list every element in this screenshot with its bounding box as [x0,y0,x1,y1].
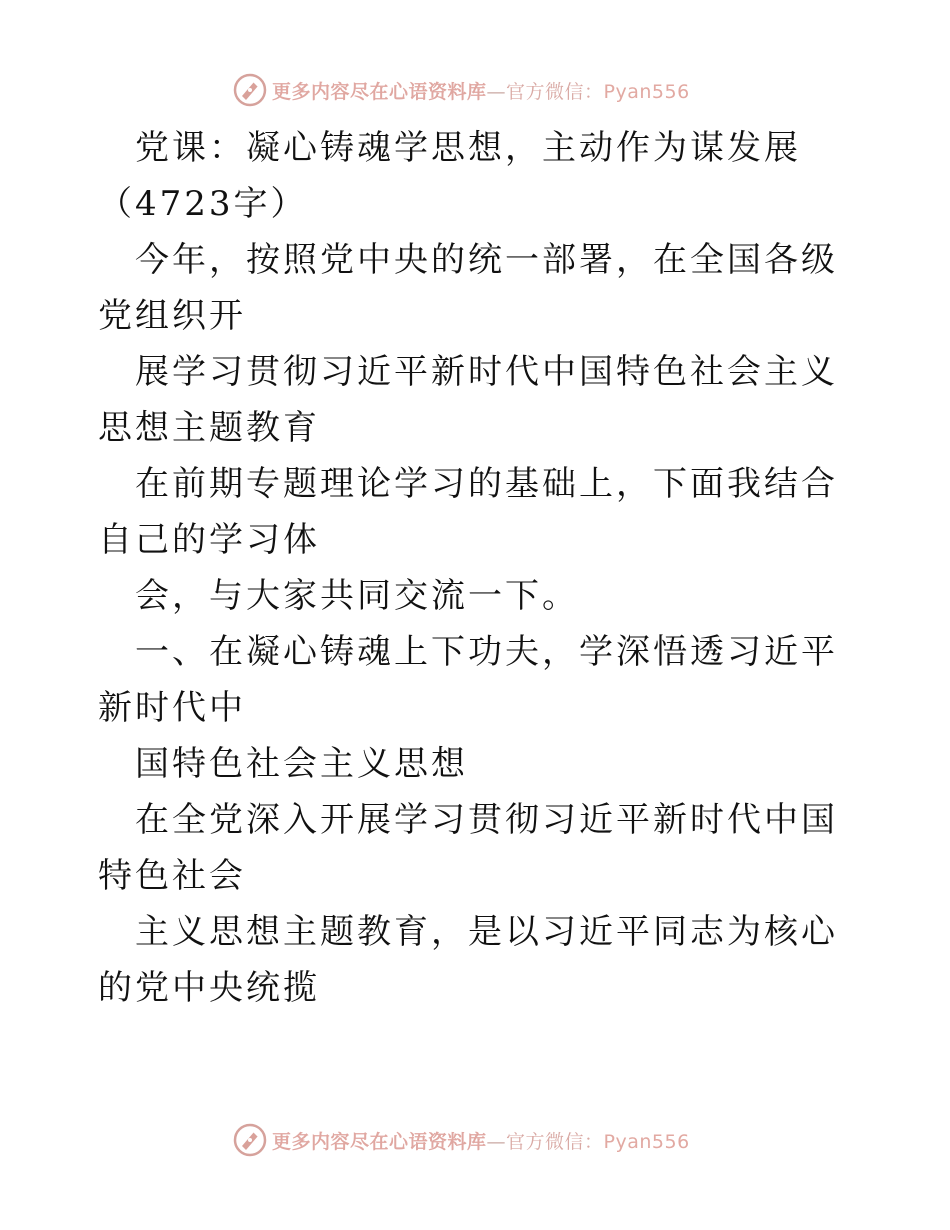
banner-wechat-id: Pyan556 [603,1130,690,1153]
pen-logo-icon [232,1122,268,1158]
paragraph: 会，与大家共同交流一下。 [135,576,579,616]
header-banner-text [272,77,690,104]
banner-wechat-label: 官方微信： [506,1130,604,1153]
paragraph: 在前期专题理论学习的基础上，下面我结合自己的学习体 [98,464,838,560]
paragraph: 展学习贯彻习近平新时代中国特色社会主义思想主题教育 [98,352,838,448]
document-title: 党课：凝心铸魂学思想，主动作为谋发展（4723字） [98,128,801,224]
header-banner [232,70,712,110]
banner-main-text: 更多内容尽在心语资料库 [272,1130,487,1153]
section-heading-continued: 国特色社会主义思想 [135,744,468,784]
banner-separator: — [486,1130,507,1153]
banner-main-text: 更多内容尽在心语资料库 [272,80,487,103]
banner-wechat-id: Pyan556 [603,80,690,103]
banner-wechat-label: 官方微信： [506,80,604,103]
banner-separator: — [486,80,507,103]
pen-logo-icon [232,72,268,108]
paragraph: 在全党深入开展学习贯彻习近平新时代中国特色社会 [98,800,838,896]
paragraph: 今年，按照党中央的统一部署，在全国各级党组织开 [98,240,838,336]
footer-banner [232,1120,712,1160]
document-body [98,120,858,1016]
footer-banner-text [272,1127,690,1154]
paragraph: 主义思想主题教育，是以习近平同志为核心的党中央统揽 [98,912,838,1008]
section-heading: 一、在凝心铸魂上下功夫，学深悟透习近平新时代中 [98,632,838,728]
